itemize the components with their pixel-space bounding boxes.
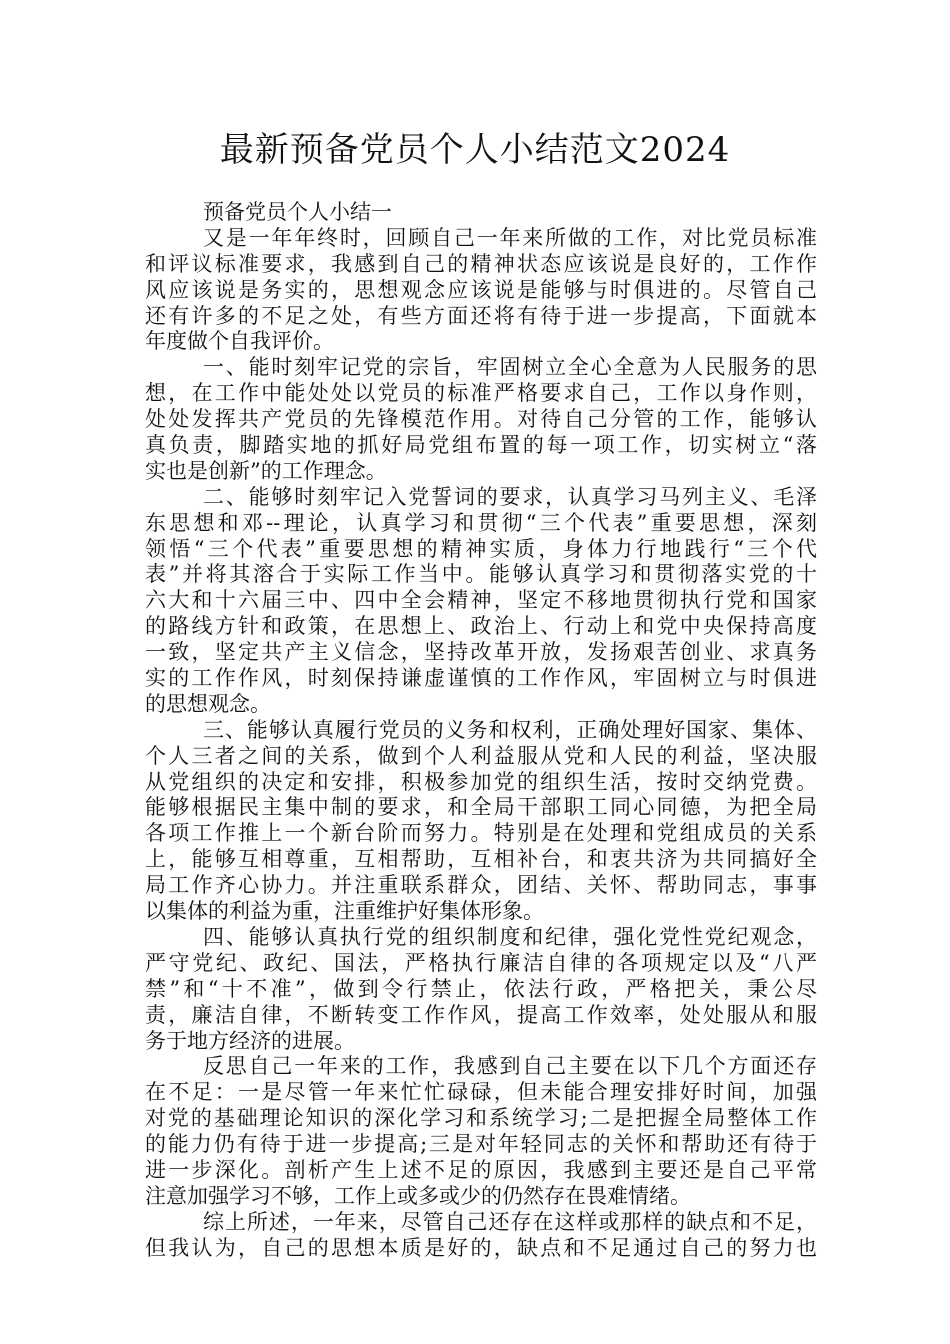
body-text-line: 注意加强学习不够，工作上或多或少的仍然存在畏难情绪。 bbox=[145, 1183, 691, 1208]
body-text-line: 的路线方针和政策，在思想上、政治上、行动上和党中央保持高度 bbox=[145, 614, 817, 639]
body-text-line: 上，能够互相尊重，互相帮助，互相补台，和衷共济为共同搞好全 bbox=[145, 847, 817, 872]
document-title: 最新预备党员个人小结范文2024 bbox=[219, 130, 731, 170]
body-text-line: 处处发挥共产党员的先锋模范作用。对待自己分管的工作，能够认 bbox=[145, 407, 817, 432]
body-text-line: 和评议标准要求，我感到自己的精神状态应该说是良好的，工作作 bbox=[145, 251, 817, 276]
body-text-line: 预备党员个人小结一 bbox=[203, 200, 392, 224]
body-text-line: 禁”和“十不准”，做到令行禁止，依法行政，严格把关，秉公尽 bbox=[145, 976, 817, 1001]
body-text-line: 年度做个自我评价。 bbox=[145, 329, 334, 354]
body-text-line: 真负责，脚踏实地的抓好局党组布置的每一项工作，切实树立“落 bbox=[145, 433, 817, 458]
body-text-line: 责，廉洁自律，不断转变工作作风，提高工作效率，处处服从和服 bbox=[145, 1002, 817, 1027]
body-text-line: 风应该说是务实的，思想观念应该说是能够与时俱进的。尽管自己 bbox=[145, 277, 817, 302]
body-text-line: 实的工作作风，时刻保持谦虚谨慎的工作作风，牢固树立与时俱进 bbox=[145, 666, 817, 691]
body-text-line: 综上所述，一年来，尽管自己还存在这样或那样的缺点和不足， bbox=[203, 1209, 817, 1234]
body-text-line: 在不足：一是尽管一年来忙忙碌碌，但未能合理安排好时间，加强 bbox=[145, 1080, 817, 1105]
body-text-line: 二、能够时刻牢记入党誓词的要求，认真学习马列主义、毛泽 bbox=[203, 484, 817, 509]
body-text-line: 但我认为，自己的思想本质是好的，缺点和不足通过自己的努力也 bbox=[145, 1235, 817, 1260]
body-text-line: 三、能够认真履行党员的义务和权利，正确处理好国家、集体、 bbox=[203, 717, 817, 742]
body-text-line: 从党组织的决定和安排，积极参加党的组织生活，按时交纳党费。 bbox=[145, 769, 817, 794]
body-text-line: 能够根据民主集中制的要求，和全局干部职工同心同德，为把全局 bbox=[145, 795, 817, 820]
body-text-line: 实也是创新”的工作理念。 bbox=[145, 458, 387, 483]
body-text-line: 进一步深化。剖析产生上述不足的原因，我感到主要还是自己平常 bbox=[145, 1157, 817, 1182]
body-text-line: 东思想和邓--理论，认真学习和贯彻“三个代表”重要思想，深刻 bbox=[145, 510, 817, 535]
body-text-line: 一致，坚定共产主义信念，坚持改革开放，发扬艰苦创业、求真务 bbox=[145, 640, 817, 665]
body-text-line: 六大和十六届三中、四中全会精神，坚定不移地贯彻执行党和国家 bbox=[145, 588, 817, 613]
body-text-line: 领悟“三个代表”重要思想的精神实质，身体力行地践行“三个代 bbox=[145, 536, 817, 561]
body-text-line: 还有许多的不足之处，有些方面还将有待于进一步提高，下面就本 bbox=[145, 303, 817, 328]
body-text-line: 想，在工作中能处处以党员的标准严格要求自己，工作以身作则， bbox=[145, 381, 817, 406]
body-text-line: 各项工作推上一个新台阶而努力。特别是在处理和党组成员的关系 bbox=[145, 821, 817, 846]
body-text-line: 务于地方经济的进展。 bbox=[145, 1028, 355, 1053]
body-text-line: 一、能时刻牢记党的宗旨，牢固树立全心全意为人民服务的思 bbox=[203, 355, 817, 380]
body-text-line: 严守党纪、政纪、国法，严格执行廉洁自律的各项规定以及“八严 bbox=[145, 950, 817, 975]
document-body bbox=[145, 200, 817, 1262]
body-text-line: 对党的基础理论知识的深化学习和系统学习;二是把握全局整体工作 bbox=[145, 1106, 817, 1131]
body-text-line: 的能力仍有待于进一步提高;三是对年轻同志的关怀和帮助还有待于 bbox=[145, 1132, 817, 1157]
body-text-line: 的思想观念。 bbox=[145, 691, 271, 716]
body-text-line: 反思自己一年来的工作，我感到自己主要在以下几个方面还存 bbox=[203, 1054, 817, 1079]
body-text-line: 表”并将其溶合于实际工作当中。能够认真学习和贯彻落实党的十 bbox=[145, 562, 817, 587]
body-text-line: 四、能够认真执行党的组织制度和纪律，强化党性党纪观念， bbox=[203, 924, 817, 949]
body-text-line: 又是一年年终时，回顾自己一年来所做的工作，对比党员标准 bbox=[203, 225, 817, 250]
body-text-line: 以集体的利益为重，注重维护好集体形象。 bbox=[145, 899, 544, 924]
body-text-line: 个人三者之间的关系，做到个人利益服从党和人民的利益，坚决服 bbox=[145, 743, 817, 768]
body-text-line: 局工作齐心协力。并注重联系群众，团结、关怀、帮助同志，事事 bbox=[145, 873, 817, 898]
